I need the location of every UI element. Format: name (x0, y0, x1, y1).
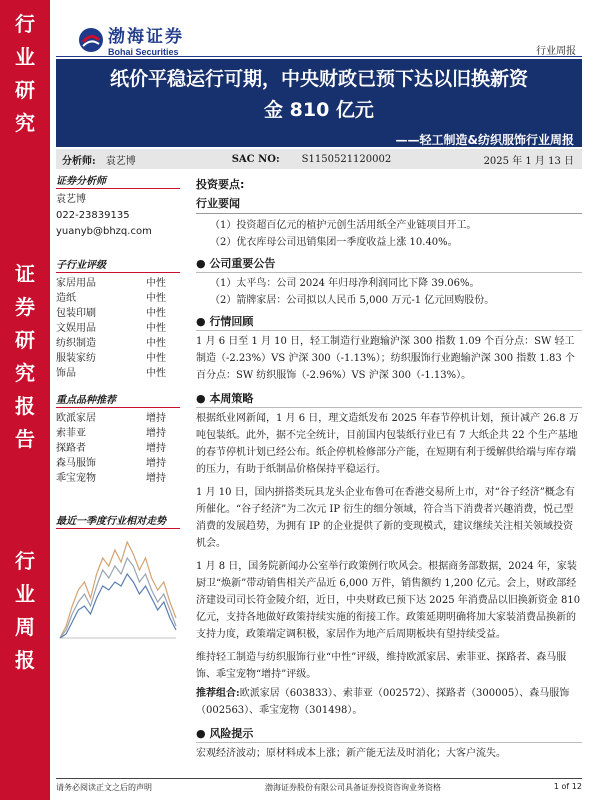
sub-industry-rating-rating: 中性 (146, 323, 166, 334)
chart-series-line-3 (60, 574, 176, 638)
sidebar-middle-label (0, 258, 50, 456)
header-divider (56, 56, 582, 57)
market-heading: ● 行情回顾 (196, 313, 582, 331)
sidebar (0, 0, 50, 800)
logo-cn: 渤海证券 (108, 27, 184, 47)
chart-section-heading: 最近一季度行业相对走势 (56, 512, 180, 529)
stock-recommendation-rating: 增持 (146, 428, 166, 439)
sidebar-char: 究 (15, 361, 35, 385)
brand-logo (78, 22, 184, 57)
sidebar-top-text (0, 8, 50, 140)
title-line-2: 金 810 亿元 (264, 99, 374, 121)
company-news-item: （2）箭牌家居：公司拟以人民币 5,000 万元-1 亿元回购股份。 (210, 295, 495, 306)
sidebar-bottom-text (0, 545, 50, 677)
left-column (56, 172, 180, 650)
sac-number: S1150521120002 (301, 153, 392, 165)
stock-recommendation-name: 索菲亚 (56, 428, 86, 439)
sidebar-char: 告 (15, 427, 35, 451)
stock-recommendation-rating: 增持 (146, 443, 166, 454)
stock-recommendation-name: 探路者 (56, 443, 86, 454)
stock-recommendation-name: 乖宝宠物 (56, 473, 96, 484)
analyst-phone: 022-23839135 (56, 210, 130, 221)
footer-disclaimer: 请务必阅读正文之后的声明 (56, 783, 152, 792)
sub-industry-rating-rating: 中性 (146, 353, 166, 364)
sidebar-char: 研 (15, 328, 35, 352)
sub-industry-rating (56, 336, 180, 351)
sidebar-char: 行 (15, 12, 35, 36)
stock-list (56, 411, 180, 486)
sidebar-top-label (0, 8, 50, 140)
industry-news-item: （2）优衣库母公司迅销集团一季度收益上涨 10.40%。 (210, 237, 458, 248)
sidebar-char: 业 (15, 45, 35, 69)
sidebar-char: 究 (15, 111, 35, 135)
sidebar-char: 业 (15, 582, 35, 606)
stock-recommendation-name: 森马服饰 (56, 458, 96, 469)
sidebar-char: 研 (15, 78, 35, 102)
risk-heading-text: 风险提示 (209, 727, 254, 740)
sub-industry-rating (56, 351, 180, 366)
strategy-heading-text: 本周策略 (209, 392, 254, 405)
sidebar-bottom-label (0, 545, 50, 677)
sidebar-char: 行 (15, 549, 35, 573)
portfolio (196, 685, 582, 719)
stock-recommendation (56, 456, 180, 471)
sidebar-middle-text (0, 258, 50, 456)
sub-industry-rating-name: 纺织制造 (56, 338, 96, 349)
trend-chart-svg (56, 532, 180, 650)
industry-news-heading: 行业要闻 (196, 195, 582, 214)
report-date: 2025 年 1 月 13 日 (483, 155, 574, 167)
logo-en: Bohai Securities (108, 47, 179, 57)
sidebar-char: 券 (15, 295, 35, 319)
strategy-paragraph: 1 月 8 日，国务院新闻办公室举行政策例行吹风会。根据商务部数据，2024 年，家装厨卫“焕新”带动销售相关产品近 6,000 万件，销售额约 1,200 亿元。会上，财政部经济建设司司长符金陵介绍，近日，中央财政已预下达 2025 年消费品以旧换新资金 810 亿元，支持各地做好政策持续实施的衔接工作。政策延期明确将加大家装消费品换新的支持力度，政策端定调积极，家居作为地产后周期板块有望持续受益。 (196, 561, 581, 640)
sub-industry-rating-name: 文娱用品 (56, 323, 96, 334)
industry-news-item: （1）投资超百亿元的植护元创生活用纸全产业链项目开工。 (210, 220, 477, 231)
analyst-label: 分析师: (62, 155, 96, 167)
stock-recommendation-rating: 增持 (146, 473, 166, 484)
sidebar-char: 周 (15, 615, 35, 639)
stock-section-heading: 重点品种推荐 (56, 391, 180, 408)
strategy-paragraph: 1 月 10 日，国内拼搭类玩具龙头企业布鲁可在香港交易所上市，对“谷子经济”概念有所催化。“谷子经济”为二次元 IP 衍生的细分领域，符合当下消费者兴趣消费，悦己型消费的发展趋势，为拥有 IP 的企业提供了新的变现模式，建议继续关注相关领域投资机会。 (196, 487, 575, 549)
risk-heading: ● 风险提示 (196, 725, 582, 743)
sub-industry-rating-name: 包装印刷 (56, 308, 96, 319)
sidebar-char: 报 (15, 648, 35, 672)
page-title (56, 59, 582, 126)
title-banner (56, 59, 582, 152)
sub-industry-rating-name: 造纸 (56, 293, 76, 304)
stock-recommendation-rating: 增持 (146, 458, 166, 469)
sub-industry-rating-rating: 中性 (146, 338, 166, 349)
stock-recommendation (56, 411, 180, 426)
company-news-item: （1）太平鸟：公司 2024 年归母净利润同比下降 39.06%。 (210, 278, 480, 289)
title-line-1: 纸价平稳运行可期，中央财政已预下达以旧换新资 (109, 68, 528, 90)
sac-label: SAC NO: (231, 153, 280, 165)
logo-mark-icon (78, 27, 104, 53)
market-heading-text: 行情回顾 (209, 315, 254, 328)
analyst-contact-name: 袁艺博 (56, 194, 86, 205)
footer-org: 渤海证券股份有限公司具备证券投资咨询业务资格 (264, 783, 441, 792)
rating-list (56, 276, 180, 381)
strategy-heading: ● 本周策略 (196, 390, 582, 408)
sub-industry-rating (56, 291, 180, 306)
points-heading: 投资要点: (196, 178, 245, 191)
trend-chart (56, 532, 180, 650)
stock-recommendation-rating: 增持 (146, 413, 166, 424)
analyst-bar (56, 147, 582, 169)
sub-industry-rating-rating: 中性 (146, 278, 166, 289)
market-text: 1 月 6 日至 1 月 10 日，轻工制造行业跑输沪深 300 指数 1.09 个百分点：SW 轻工制造（-2.23%）VS 沪深 300（-1.13%）；纺织服饰行业跑输沪深 300 指数 1.83 个百分点：SW 纺织服饰（-2.96%）VS 沪深 300（-1.13%）。 (196, 336, 575, 381)
company-heading: ● 公司重要公告 (196, 255, 582, 273)
sub-industry-rating-rating: 中性 (146, 293, 166, 304)
page-footer (56, 778, 582, 793)
strategy-paragraph: 根据纸业网新闻，1 月 6 日，理文造纸发布 2025 年春节停机计划，预计减产 26.8 万吨包装纸。此外，据不完全统计，目前国内包装纸行业已有 7 大纸企共 22 个生产基地的春节停机计划已经公布。纸企停机检修部分产能，在短期有利于缓解供给端与库存端的压力，有助于纸制品价格保持平稳运行。 (196, 413, 579, 475)
analyst-email[interactable]: yuanyb@bhzq.com (56, 226, 152, 237)
sub-industry-rating-rating: 中性 (146, 368, 166, 379)
stock-recommendation (56, 471, 180, 486)
sub-industry-rating (56, 366, 180, 381)
stock-recommendation (56, 426, 180, 441)
risk-text: 宏观经济波动；原材料成本上涨；新产能无法及时消化；大客户流失。 (196, 748, 506, 759)
stock-recommendation (56, 441, 180, 456)
sub-industry-rating-name: 服装家纺 (56, 353, 96, 364)
portfolio-text: 欧派家居（603833）、索菲亚（002572）、探路者（300005）、森马服饰（002563）、乖宝宠物（301498）。 (196, 688, 570, 716)
chart-series-line-1 (60, 542, 176, 638)
sub-industry-rating (56, 306, 180, 321)
portfolio-label: 推荐组合: (196, 688, 240, 699)
sub-industry-rating-rating: 中性 (146, 308, 166, 319)
sidebar-char: 报 (15, 394, 35, 418)
page-number: 1 of 12 (553, 782, 582, 791)
main-content (196, 176, 582, 762)
page-subtitle: ——轻工制造&纺织服饰行业周报 (395, 133, 574, 147)
chart-series-line-2 (60, 558, 176, 638)
company-heading-text: 公司重要公告 (209, 257, 276, 270)
sub-industry-rating (56, 321, 180, 336)
sub-industry-rating (56, 276, 180, 291)
strategy-paragraph: 维持轻工制造与纺织服饰行业“中性”评级，维持欧派家居、索菲亚、探路者、森马服饰、乖宝宠物“增持”评级。 (196, 652, 567, 680)
analyst-name: 袁艺博 (105, 155, 136, 167)
sub-industry-rating-name: 家居用品 (56, 278, 96, 289)
sub-industry-rating-name: 饰品 (56, 368, 76, 379)
analyst-section-heading: 证券分析师 (56, 172, 180, 189)
report-type: 行业周报 (536, 46, 576, 57)
rating-section-heading: 子行业评级 (56, 256, 180, 273)
stock-recommendation-name: 欧派家居 (56, 413, 96, 424)
sidebar-char: 证 (15, 262, 35, 286)
